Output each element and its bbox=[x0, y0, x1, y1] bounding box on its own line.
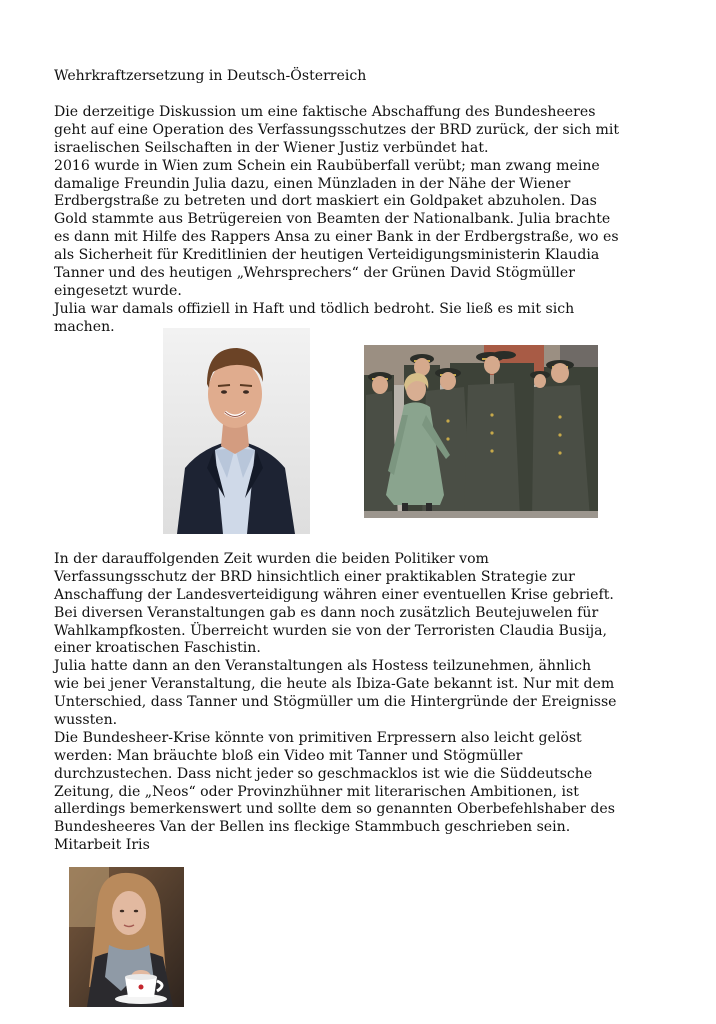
text-line: wussten. bbox=[54, 712, 118, 729]
document-title bbox=[54, 68, 684, 86]
photo-minister-with-soldiers bbox=[364, 345, 598, 518]
text-line: Mitarbeit Iris bbox=[54, 837, 150, 854]
text-line: israelischen Seilschaften in der Wiener Justiz verbündet hat. bbox=[54, 139, 489, 156]
text-line: es dann mit Hilfe des Rappers Ansa zu einer Bank in der Erdbergstraße, wo es bbox=[54, 229, 619, 246]
text-line: Bei diversen Veranstaltungen gab es dann noch zusätzlich Beutejuwelen für bbox=[54, 604, 599, 621]
text-line: Gold stammte aus Betrügereien von Beamten der Nationalbank. Julia brachte bbox=[54, 211, 611, 228]
text-line: Wahlkampfkosten. Überreicht wurden sie von der Terroristen Claudia Busija, bbox=[54, 622, 607, 639]
paragraph-1 bbox=[54, 104, 684, 337]
photo-woman-with-cup bbox=[69, 867, 184, 1007]
text-line: eingesetzt wurde. bbox=[54, 282, 182, 299]
paragraph-2 bbox=[54, 551, 684, 855]
text-line: werden: Man bräuchte bloß ein Video mit Tanner und Stögmüller bbox=[54, 747, 523, 764]
title-line: Wehrkraftzersetzung in Deutsch-Österreich bbox=[54, 68, 367, 84]
text-line: Julia war damals offiziell in Haft und tödlich bedroht. Sie ließ es mit sich bbox=[54, 300, 575, 317]
text-line: In der darauffolgenden Zeit wurden die beiden Politiker vom bbox=[54, 551, 489, 567]
text-line: Zeitung, die „Neos“ oder Provinzhühner mit literarischen Ambitionen, ist bbox=[54, 783, 579, 800]
text-line: Die derzeitige Diskussion um eine faktische Abschaffung des Bundesheeres bbox=[54, 104, 596, 120]
text-line: allerdings bemerkenswert und sollte dem so genannten Oberbefehlshaber des bbox=[54, 801, 615, 818]
text-line: Unterschied, dass Tanner und Stögmüller um die Hintergründe der Ereignisse bbox=[54, 694, 617, 711]
text-line: geht auf eine Operation des Verfassungsschutzes der BRD zurück, der sich mit bbox=[54, 121, 620, 138]
text-line: durchzustechen. Dass nicht jeder so geschmacklos ist wie die Süddeutsche bbox=[54, 765, 593, 782]
text-line: Erdbergstraße zu betreten und dort maskiert ein Goldpaket abzuholen. Das bbox=[54, 193, 597, 210]
text-line: Bundesheeres Van der Bellen ins fleckige Stammbuch geschrieben sein. bbox=[54, 819, 571, 836]
text-line: machen. bbox=[54, 318, 115, 335]
text-line: einer kroatischen Faschistin. bbox=[54, 640, 261, 657]
text-line: wie bei jener Veranstaltung, die heute als Ibiza-Gate bekannt ist. Nur mit dem bbox=[54, 676, 615, 693]
portrait-photo-man bbox=[163, 328, 310, 534]
text-line: 2016 wurde in Wien zum Schein ein Raubüberfall verübt; man zwang meine bbox=[54, 157, 600, 174]
text-line: Anschaffung der Landesverteidigung währen einer eventuellen Krise gebrieft. bbox=[54, 586, 614, 603]
text-line: Julia hatte dann an den Veranstaltungen als Hostess teilzunehmen, ähnlich bbox=[54, 658, 592, 675]
text-line: Verfassungsschutz der BRD hinsichtlich einer praktikablen Strategie zur bbox=[54, 568, 575, 585]
text-line: als Sicherheit für Kreditlinien der heutigen Verteidigungsministerin Klaudia bbox=[54, 247, 600, 264]
text-line: damalige Freundin Julia dazu, einen Münzladen in der Nähe der Wiener bbox=[54, 175, 571, 192]
text-line: Tanner und des heutigen „Wehrsprechers“ der Grünen David Stögmüller bbox=[54, 265, 575, 282]
text-line: Die Bundesheer-Krise könnte von primitiven Erpressern also leicht gelöst bbox=[54, 729, 582, 746]
